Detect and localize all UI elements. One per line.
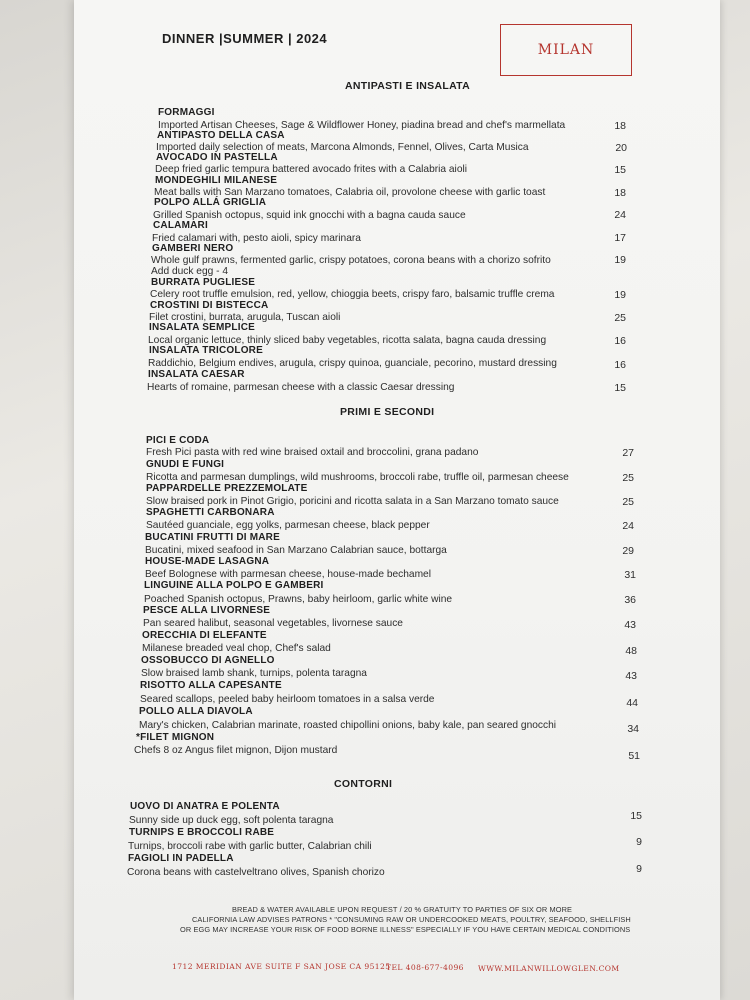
menu-item-name: TURNIPS E BROCCOLI RABE (129, 827, 275, 838)
footer-note-line3: OR EGG MAY INCREASE YOUR RISK OF FOOD BORNE ILLNESS" ESPECIALLY IF YOU HAVE CERTAIN MEDICAL CONDITIONS (180, 925, 631, 934)
menu-item-description: Grilled Spanish octopus, squid ink gnocchi with a bagna cauda sauce (153, 210, 466, 221)
menu-item-description: Imported Artisan Cheeses, Sage & Wildflower Honey, piadina bread and chef's marmellata (158, 120, 566, 131)
menu-item-name: UOVO DI ANATRA E POLENTA (130, 801, 280, 812)
section-title-primi: PRIMI E SECONDI (340, 406, 435, 418)
menu-item-description: Celery root truffle emulsion, red, yellow, chioggia beets, crispy faro, balsamic truffle crema (150, 289, 555, 300)
menu-item-price: 51 (628, 750, 640, 762)
menu-item-description: Beef Bolognese with parmesan cheese, house-made bechamel (145, 569, 431, 580)
menu-item-name: CROSTINI DI BISTECCA (150, 300, 269, 311)
menu-item-description: Sautéed guanciale, egg yolks, parmesan cheese, black pepper (146, 520, 430, 531)
menu-item-description: Deep fried garlic tempura battered avocado frites with a Calabria aioli (155, 164, 468, 175)
menu-item-name: BUCATINI FRUTTI DI MARE (145, 532, 280, 543)
menu-item-price: 15 (614, 382, 626, 394)
restaurant-logo (500, 24, 632, 76)
menu-item-price: 43 (624, 619, 636, 631)
menu-item-name: PICI E CODA (146, 435, 210, 446)
menu-item-price: 25 (622, 472, 634, 484)
menu-item-name: HOUSE-MADE LASAGNA (145, 556, 270, 567)
menu-item-description: Milanese breaded veal chop, Chef's salad (142, 643, 331, 654)
menu-item-description: Corona beans with castelveltrano olives, Spanish chorizo (127, 867, 385, 878)
menu-item-price: 15 (630, 810, 642, 822)
menu-item-description: Fresh Pici pasta with red wine braised oxtail and broccolini, grana padano (146, 447, 479, 458)
menu-item-description: Pan seared halibut, seasonal vegetables, livornese sauce (143, 618, 403, 629)
menu-item-price: 25 (622, 496, 634, 508)
menu-item-description: Mary's chicken, Calabrian marinate, roasted chipollini onions, baby kale, pan seared gnocchi (139, 720, 557, 731)
menu-item-price: 24 (614, 209, 626, 221)
menu-item-name: OSSOBUCCO DI AGNELLO (141, 655, 275, 666)
menu-item-price: 31 (624, 569, 636, 581)
menu-item-price: 16 (614, 359, 626, 371)
menu-item-name: LINGUINE ALLA POLPO E GAMBERI (144, 580, 324, 591)
menu-item-price: 19 (614, 289, 626, 301)
menu-item-name: FAGIOLI IN PADELLA (128, 853, 234, 864)
menu-item-name: PAPPARDELLE PREZZEMOLATE (146, 483, 308, 494)
menu-item-description: Meat balls with San Marzano tomatoes, Calabria oil, provolone cheese with garlic toast (154, 187, 546, 198)
menu-item-price: 9 (636, 863, 642, 875)
section-title-contorni: CONTORNI (334, 778, 393, 790)
menu-item-price: 43 (625, 670, 637, 682)
section-title-antipasti: ANTIPASTI E INSALATA (345, 80, 470, 92)
menu-item-name: GNUDI E FUNGI (146, 459, 225, 470)
menu-item-description: Hearts of romaine, parmesan cheese with a classic Caesar dressing (147, 382, 455, 393)
menu-item-price: 20 (615, 142, 627, 154)
menu-item-price: 44 (626, 697, 638, 709)
menu-item-name: ANTIPASTO DELLA CASA (157, 130, 285, 141)
menu-item-price: 9 (636, 836, 642, 848)
menu-item-name: BURRATA PUGLIESE (151, 277, 256, 288)
menu-item-description: Whole gulf prawns, fermented garlic, crispy potatoes, corona beans with a chorizo sofrito (151, 255, 551, 266)
footer-note-line2: CALIFORNIA LAW ADVISES PATRONS * "CONSUMING RAW OR UNDERCOOKED MEATS, POULTRY, SEAFOOD, SHELLFISH (192, 915, 631, 924)
menu-item-description: Ricotta and parmesan dumplings, wild mushrooms, broccoli rabe, truffle oil, parmesan cheese (146, 472, 569, 483)
menu-item-description: Bucatini, mixed seafood in San Marzano Calabrian sauce, bottarga (145, 545, 447, 556)
menu-item-price: 24 (622, 520, 634, 532)
menu-item-description: Slow braised pork in Pinot Grigio, poricini and ricotta salata in a San Marzano tomato sauce (146, 496, 559, 507)
menu-item-description: Local organic lettuce, thinly sliced baby vegetables, ricotta salata, bagna cauda dressing (148, 335, 547, 346)
menu-item-name: INSALATA TRICOLORE (149, 345, 263, 356)
footer-address: 1712 MERIDIAN AVE SUITE F SAN JOSE CA 95125 (172, 962, 391, 971)
menu-item-description: Raddichio, Belgium endives, arugula, crispy quinoa, guanciale, pecorino, mustard dressing (148, 358, 557, 369)
menu-item-description: Filet crostini, burrata, arugula, Tuscan aioli (149, 312, 341, 323)
menu-item-price: 18 (614, 187, 626, 199)
menu-item-price: 25 (614, 312, 626, 324)
menu-item-price: 17 (614, 232, 626, 244)
menu-item-description: Sunny side up duck egg, soft polenta taragna (129, 815, 334, 826)
menu-item-price: 48 (625, 645, 637, 657)
menu-item-description: Imported daily selection of meats, Marcona Almonds, Fennel, Olives, Carta Musica (156, 142, 529, 153)
menu-item-price: 36 (624, 594, 636, 606)
menu-item-price: 27 (622, 447, 634, 459)
menu-item-description: Fried calamari with, pesto aioli, spicy marinara (152, 233, 361, 244)
menu-item-name: FORMAGGI (158, 107, 215, 118)
menu-item-extra: Add duck egg - 4 (151, 266, 229, 277)
menu-item-description: Chefs 8 oz Angus filet mignon, Dijon mustard (134, 745, 338, 756)
menu-item-description: Turnips, broccoli rabe with garlic butter, Calabrian chili (128, 841, 372, 852)
menu-item-name: GAMBERI NERO (152, 243, 234, 254)
menu-item-price: 18 (614, 120, 626, 132)
menu-item-description: Poached Spanish octopus, Prawns, baby heirloom, garlic white wine (144, 594, 453, 605)
menu-item-name: POLPO ALLÁ GRIGLIA (154, 197, 267, 208)
menu-item-price: 19 (614, 254, 626, 266)
menu-item-name: ORECCHIA DI ELEFANTE (142, 630, 267, 641)
menu-item-name: INSALATA SEMPLICE (149, 322, 255, 333)
menu-item-description: Slow braised lamb shank, turnips, polenta taragna (141, 668, 367, 679)
menu-item-name: CALAMARI (153, 220, 208, 231)
menu-item-name: *FILET MIGNON (136, 732, 215, 743)
footer-website: WWW.MILANWILLOWGLEN.COM (478, 964, 620, 973)
menu-item-name: SPAGHETTI CARBONARA (146, 507, 275, 518)
menu-header: DINNER |SUMMER | 2024 (162, 31, 328, 46)
menu-item-price: 34 (627, 723, 639, 735)
logo-text: MILAN (537, 42, 595, 58)
menu-item-name: INSALATA CAESAR (148, 369, 245, 380)
menu-item-name: AVOCADO IN PASTELLA (156, 152, 278, 163)
menu-item-name: PESCE ALLA LIVORNESE (143, 605, 271, 616)
footer-note-line1: BREAD & WATER AVAILABLE UPON REQUEST / 20 % GRATUITY TO PARTIES OF SIX OR MORE (232, 905, 573, 914)
menu-item-price: 15 (614, 164, 626, 176)
menu-item-description: Seared scallops, peeled baby heirloom tomatoes in a salsa verde (140, 694, 435, 705)
menu-item-name: RISOTTO ALLA CAPESANTE (140, 680, 282, 691)
menu-item-name: MONDEGHILI MILANESE (155, 175, 278, 186)
menu-item-price: 29 (622, 545, 634, 557)
menu-item-name: POLLO ALLA DIAVOLA (139, 706, 253, 717)
menu-item-price: 16 (614, 335, 626, 347)
footer-phone: TEL 408-677-4096 (386, 963, 464, 972)
